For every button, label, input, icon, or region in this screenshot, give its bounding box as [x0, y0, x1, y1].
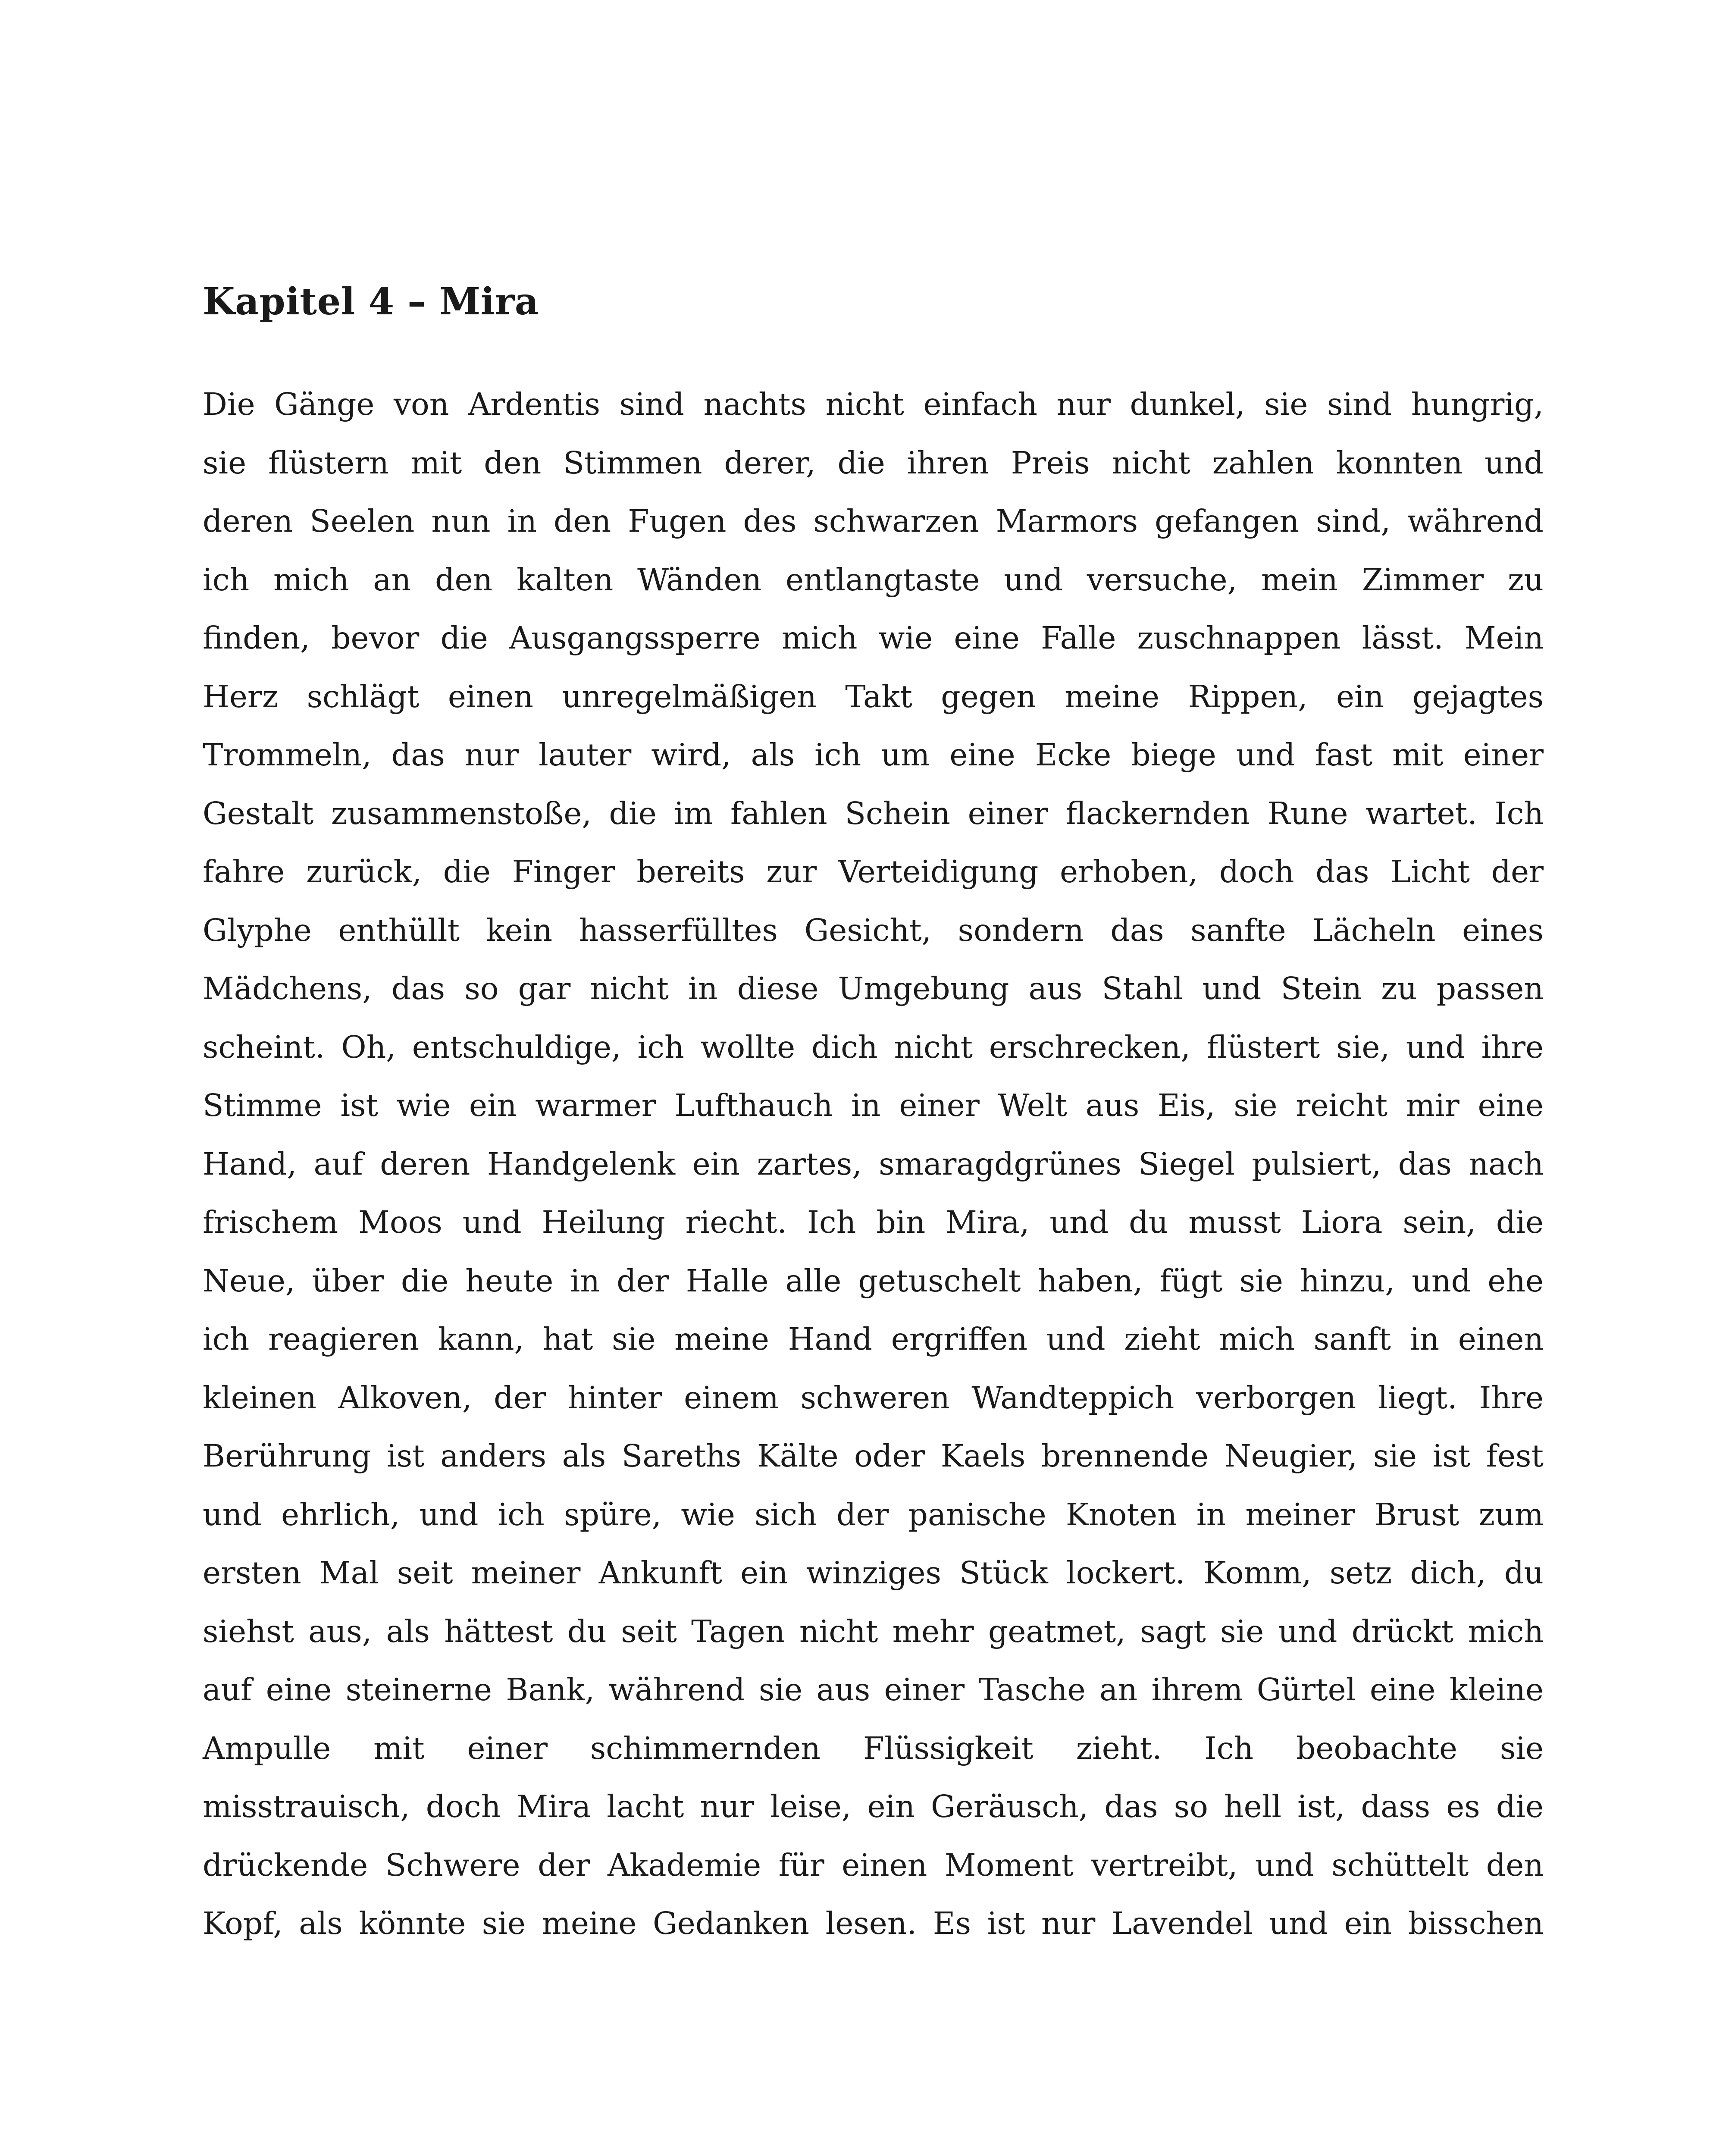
- paragraph-line: Glyphe enthüllt kein hasserfülltes Gesicht, sondern das sanfte Lächeln eines: [203, 912, 1544, 948]
- paragraph-line: drückende Schwere der Akademie für einen Moment vertreibt, und schüttelt den: [203, 1847, 1544, 1883]
- paragraph-line: Hand, auf deren Handgelenk ein zartes, smaragdgrünes Siegel pulsiert, das nach: [203, 1146, 1544, 1182]
- paragraph-line: siehst aus, als hättest du seit Tagen nicht mehr geatmet, sagt sie und drückt mich: [203, 1613, 1544, 1649]
- paragraph-line: Neue, über die heute in der Halle alle getuschelt haben, fügt sie hinzu, und ehe: [203, 1263, 1544, 1299]
- paragraph-line: kleinen Alkoven, der hinter einem schweren Wandteppich verborgen liegt. Ihre: [203, 1379, 1544, 1416]
- paragraph-line: Berührung ist anders als Sareths Kälte oder Kaels brennende Neugier, sie ist fest: [203, 1438, 1544, 1474]
- paragraph-line: Mädchens, das so gar nicht in diese Umgebung aus Stahl und Stein zu passen: [203, 971, 1544, 1006]
- paragraph-line: auf eine steinerne Bank, während sie aus einer Tasche an ihrem Gürtel eine kleine: [203, 1672, 1544, 1708]
- paragraph-line: Stimme ist wie ein warmer Lufthauch in einer Welt aus Eis, sie reicht mir eine: [203, 1087, 1544, 1123]
- paragraph-line: frischem Moos und Heilung riecht. Ich bin Mira, und du musst Liora sein, die: [203, 1204, 1544, 1240]
- paragraph-line: und ehrlich, und ich spüre, wie sich der panische Knoten in meiner Brust zum: [203, 1496, 1544, 1532]
- text-block: [203, 276, 1544, 1953]
- paragraph-line: finden, bevor die Ausgangssperre mich wie eine Falle zuschnappen lässt. Mein: [203, 620, 1544, 656]
- paragraph-line: Herz schlägt einen unregelmäßigen Takt gegen meine Rippen, ein gejagtes: [203, 678, 1544, 714]
- paragraph-line: scheint. Oh, entschuldige, ich wollte dich nicht erschrecken, flüstert sie, und ihre: [203, 1029, 1544, 1065]
- chapter-title: Kapitel 4 – Mira: [203, 280, 539, 323]
- paragraph-line: Ampulle mit einer schimmernden Flüssigkeit zieht. Ich beobachte sie: [203, 1730, 1544, 1766]
- paragraph-line: misstrauisch, doch Mira lacht nur leise, ein Geräusch, das so hell ist, dass es die: [203, 1789, 1544, 1824]
- body-paragraph: [203, 375, 1544, 1953]
- paragraph-line: sie flüstern mit den Stimmen derer, die ihren Preis nicht zahlen konnten und: [203, 445, 1544, 481]
- paragraph-line: Kopf, als könnte sie meine Gedanken lesen. Es ist nur Lavendel und ein bisschen: [203, 1905, 1544, 1941]
- paragraph-line: fahre zurück, die Finger bereits zur Verteidigung erhoben, doch das Licht der: [203, 854, 1544, 890]
- paragraph-line: ich reagieren kann, hat sie meine Hand ergriffen und zieht mich sanft in einen: [203, 1321, 1544, 1357]
- paragraph-line: Trommeln, das nur lauter wird, als ich um eine Ecke biege und fast mit einer: [203, 737, 1544, 773]
- paragraph-line: deren Seelen nun in den Fugen des schwarzen Marmors gefangen sind, während: [203, 503, 1544, 539]
- paragraph-line: Die Gänge von Ardentis sind nachts nicht einfach nur dunkel, sie sind hungrig,: [203, 386, 1544, 422]
- paragraph-line: ich mich an den kalten Wänden entlangtaste und versuche, mein Zimmer zu: [203, 561, 1544, 598]
- paragraph-line: Gestalt zusammenstoße, die im fahlen Schein einer flackernden Rune wartet. Ich: [203, 795, 1544, 831]
- paragraph-line: ersten Mal seit meiner Ankunft ein winziges Stück lockert. Komm, setz dich, du: [203, 1555, 1544, 1591]
